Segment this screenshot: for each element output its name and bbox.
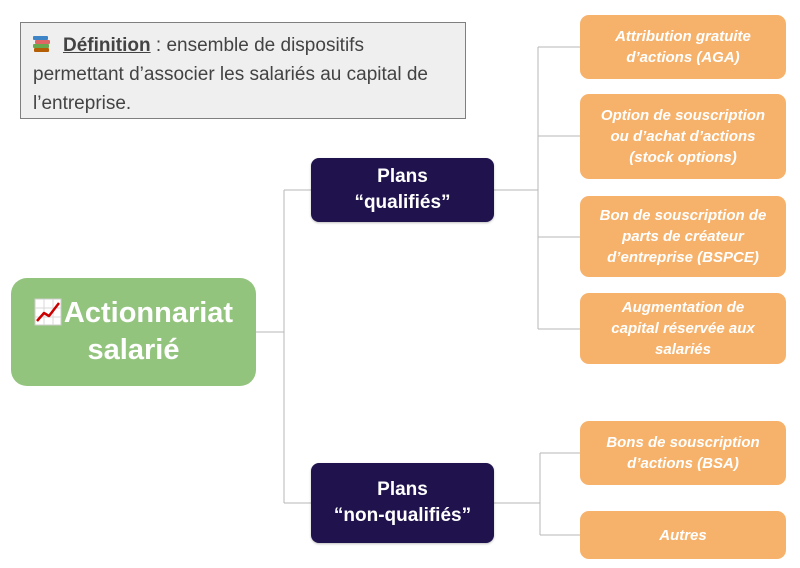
leaf-node-line: ou d’achat d’actions xyxy=(610,128,756,145)
leaf-node-autres xyxy=(580,511,786,559)
plan-node-line2: “qualifiés” xyxy=(354,192,451,213)
plan-node-line1: Plans xyxy=(377,166,428,187)
leaf-node-line: Attribution gratuite xyxy=(615,28,751,45)
root-node xyxy=(11,278,256,386)
leaf-node-line: (stock options) xyxy=(629,149,737,166)
leaf-node-line: d’actions (AGA) xyxy=(626,49,740,66)
leaf-node-augmentation-capital xyxy=(580,293,786,364)
definition-text: : ensemble de dispositifs permettant d’associer les salariés au capital de l’entreprise. xyxy=(33,35,428,114)
plan-node-line1: Plans xyxy=(377,479,428,500)
root-title-line1 xyxy=(34,295,233,332)
leaf-node-line: d’actions (BSA) xyxy=(627,455,739,472)
leaf-node-line: Augmentation de xyxy=(621,299,745,316)
leaf-node-line: Bon de souscription de xyxy=(599,207,767,224)
leaf-node-line: salariés xyxy=(655,341,711,358)
leaf-node-stock-options xyxy=(580,94,786,179)
plan-node-line2: “non-qualifiés” xyxy=(333,505,472,526)
root-title-line2: salarié xyxy=(87,334,180,366)
chart-increasing-icon xyxy=(34,298,62,326)
definition-label: Définition xyxy=(63,35,151,56)
leaf-node-line: Autres xyxy=(659,526,707,544)
leaf-node-line: Bons de souscription xyxy=(606,434,760,451)
leaf-node-aga xyxy=(580,15,786,79)
leaf-node-line: d’entreprise (BSPCE) xyxy=(607,249,759,266)
leaf-node-bspce xyxy=(580,196,786,277)
books-icon xyxy=(33,36,51,52)
leaf-node-line: Option de souscription xyxy=(600,107,766,124)
leaf-node-line: capital réservée aux xyxy=(611,320,755,337)
leaf-node-line: parts de créateur xyxy=(622,228,744,245)
root-title-text-line1: Actionnariat xyxy=(63,297,234,329)
plan-node-qualifies xyxy=(311,158,494,222)
definition-box xyxy=(20,22,466,119)
leaf-node-bsa xyxy=(580,421,786,485)
plan-node-non-qualifies xyxy=(311,463,494,543)
